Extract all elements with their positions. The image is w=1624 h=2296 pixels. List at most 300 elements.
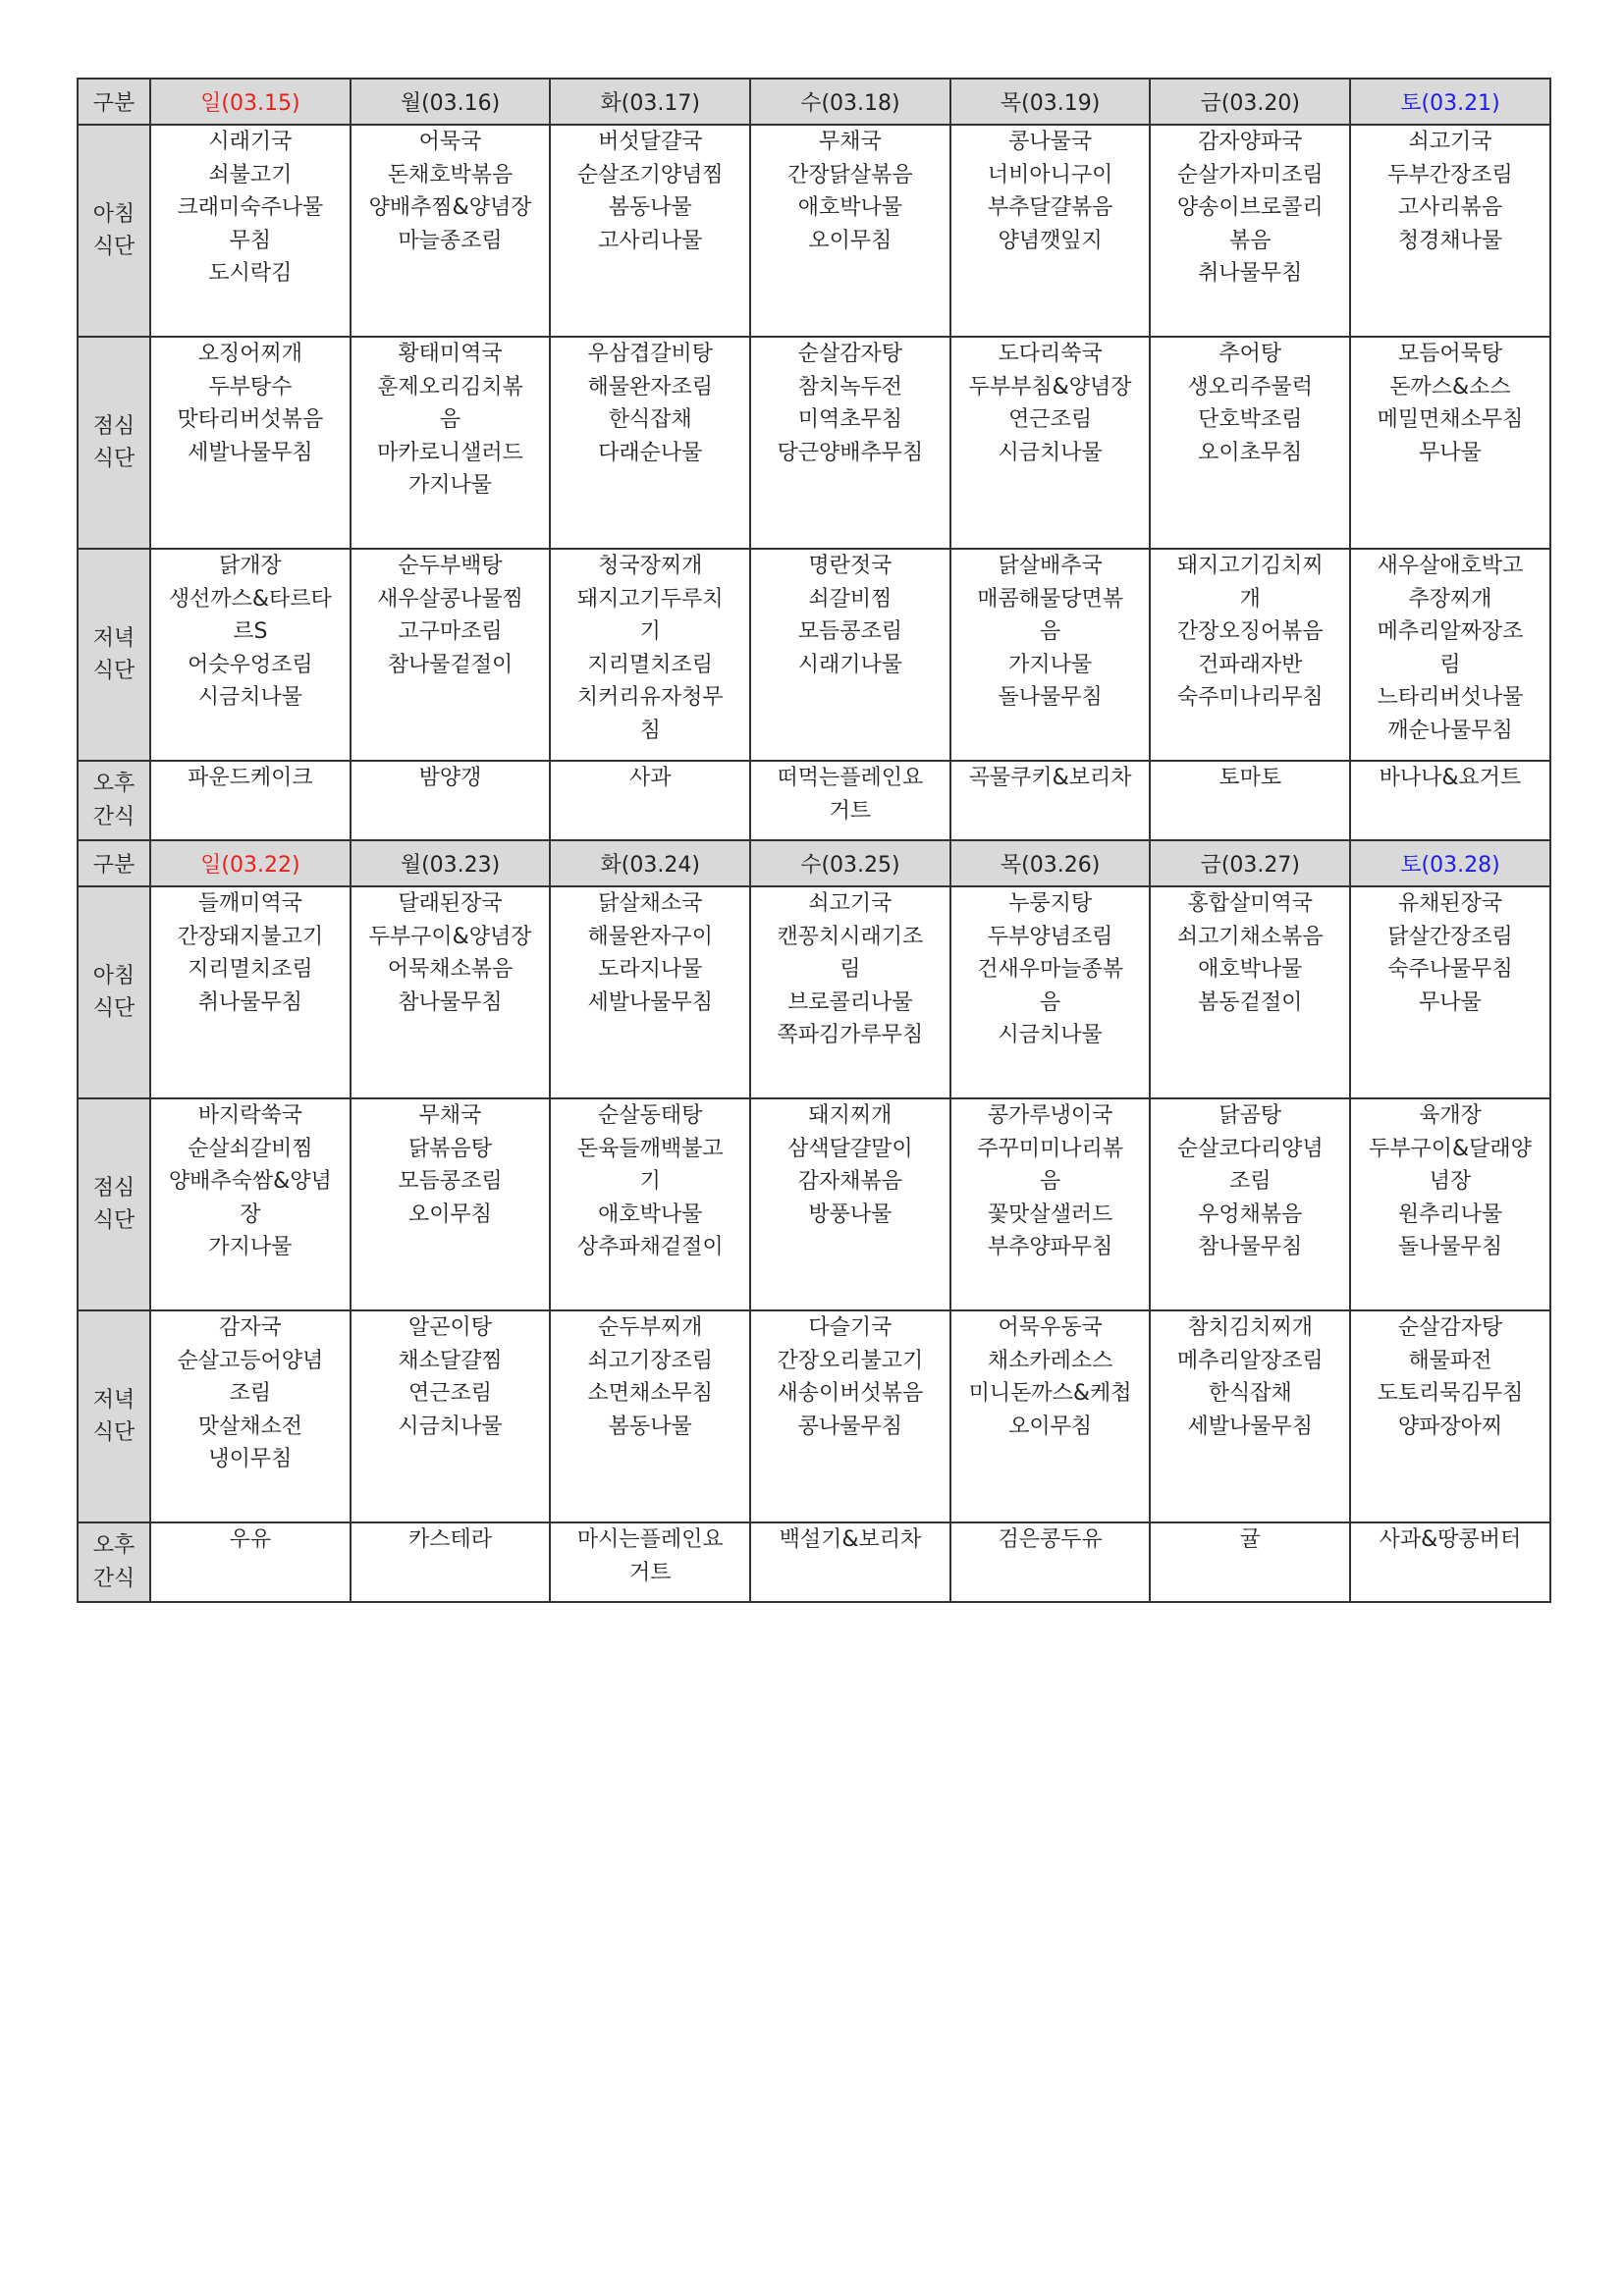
menu-item: 취나물무침 [1198, 261, 1303, 286]
menu-item: 참나물무침 [398, 989, 503, 1015]
day-header: 월(03.16) [351, 79, 551, 125]
menu-cell [950, 1098, 1151, 1310]
menu-item: 새우살애호박고 [1377, 554, 1524, 578]
meal-label [78, 549, 150, 761]
menu-item: 추어탕 [1218, 342, 1282, 366]
menu-item: 거트 [628, 1560, 672, 1585]
menu-item: 콩나물국 [1008, 130, 1093, 154]
menu-item: 림 [839, 957, 861, 982]
menu-cell [1350, 1310, 1550, 1522]
menu-item: 닭살채소국 [598, 891, 703, 916]
meal-label [78, 1098, 150, 1310]
menu-item: 쪽파김가루무침 [777, 1023, 924, 1047]
menu-cell [351, 337, 551, 549]
menu-cell [950, 549, 1151, 761]
day-header: 일(03.15) [150, 79, 351, 125]
menu-item: 양파장아찌 [1397, 1414, 1503, 1439]
menu-item: 어묵채소볶음 [387, 957, 514, 982]
day-header: 목(03.26) [950, 840, 1151, 886]
menu-item: 지리멸치조림 [188, 957, 313, 982]
menu-item: 명란젓국 [808, 554, 893, 578]
day-header: 수(03.18) [750, 79, 950, 125]
meal-label-line: 식단 [92, 659, 135, 683]
menu-item: 순살동태탕 [598, 1103, 703, 1128]
menu-cell [1350, 1098, 1550, 1310]
menu-item: 카스테라 [408, 1527, 493, 1552]
menu-cell [750, 1098, 950, 1310]
menu-item: 꽃맛살샐러드 [987, 1201, 1113, 1227]
menu-item: 가지나물 [208, 1235, 293, 1259]
menu-cell [550, 125, 750, 337]
day-header: 토(03.21) [1350, 79, 1550, 125]
menu-item: 기 [639, 1169, 661, 1194]
menu-item: 귤 [1239, 1527, 1261, 1552]
menu-item: 어묵국 [418, 130, 482, 154]
menu-item: 두부구이&달래양 [1369, 1136, 1532, 1161]
menu-cell [351, 125, 551, 337]
menu-item: 무나물 [1419, 989, 1482, 1015]
menu-item: 마카로니샐러드 [377, 440, 523, 465]
menu-cell [550, 549, 750, 761]
menu-item: 도다리쑥국 [998, 342, 1103, 366]
week-header-row [78, 79, 1550, 125]
menu-item: 메밀면채소무침 [1377, 407, 1524, 432]
menu-item: 개 [1239, 586, 1261, 612]
menu-item: 모듬어묵탕 [1397, 342, 1503, 366]
menu-item: 깨순나물무침 [1387, 718, 1513, 743]
menu-item: 청국장찌개 [598, 554, 703, 578]
menu-item: 애호박나물 [598, 1201, 703, 1227]
menu-item: 우유 [229, 1527, 272, 1552]
menu-item: 쇠고기채소볶음 [1176, 924, 1324, 949]
meal-row [78, 761, 1550, 840]
menu-item: 훈제오리김치볶 [377, 374, 523, 400]
menu-item: 돈까스&소스 [1389, 374, 1511, 400]
menu-item: 두부간장조림 [1387, 162, 1513, 187]
menu-item: 시금치나물 [398, 1414, 503, 1439]
menu-item: 어슷우엉조림 [188, 652, 313, 677]
menu-item: 쇠불고기 [208, 162, 293, 187]
menu-item: 너비아니구이 [987, 162, 1113, 187]
menu-item: 모듬콩조림 [398, 1169, 503, 1194]
menu-item: 새송이버섯볶음 [777, 1381, 924, 1406]
menu-cell [1350, 1522, 1550, 1602]
menu-item: 순살코다리양념 [1176, 1136, 1324, 1161]
menu-cell [150, 549, 351, 761]
menu-item: 음 [1039, 1169, 1061, 1194]
meal-label [78, 337, 150, 549]
menu-item: 조림 [229, 1381, 272, 1406]
menu-cell [351, 886, 551, 1098]
menu-cell [750, 886, 950, 1098]
menu-cell [550, 1522, 750, 1602]
menu-item: 버섯달걀국 [598, 130, 703, 154]
menu-item: 건파래자반 [1198, 652, 1303, 677]
menu-item: 맛살채소전 [197, 1414, 302, 1439]
menu-item: 순살조기양념찜 [576, 162, 724, 187]
menu-item: 매콤해물당면볶 [977, 586, 1123, 612]
menu-cell [1350, 337, 1550, 549]
menu-item: 가지나물 [1008, 652, 1093, 677]
menu-item: 간장돼지불고기 [177, 924, 324, 949]
menu-item: 조림 [1229, 1169, 1272, 1194]
menu-item: 떠먹는플레인요 [777, 766, 924, 790]
menu-item: 추장찌개 [1408, 586, 1492, 612]
menu-item: 참나물겉절이 [387, 652, 514, 677]
meal-row [78, 886, 1550, 1098]
menu-item: 미역초무침 [797, 407, 903, 432]
menu-item: 세발나물무침 [587, 989, 713, 1015]
menu-item: 간장오징어볶음 [1176, 619, 1324, 644]
menu-item: 삼색달걀말이 [787, 1136, 913, 1161]
menu-cell [351, 549, 551, 761]
menu-item: 느타리버섯나물 [1377, 685, 1524, 710]
menu-item: 참치녹두전 [797, 374, 903, 400]
day-header: 화(03.17) [550, 79, 750, 125]
menu-item: 시금치나물 [998, 1023, 1103, 1047]
menu-item: 도토리묵김무침 [1377, 1381, 1524, 1406]
menu-cell [550, 1098, 750, 1310]
meal-label-line: 아침 [92, 963, 135, 988]
menu-item: 닭개장 [218, 554, 282, 578]
menu-item: 알곤이탕 [408, 1315, 493, 1340]
menu-item: 돼지찌개 [808, 1103, 893, 1128]
menu-item: 해물완자구이 [587, 924, 713, 949]
menu-cell [351, 1098, 551, 1310]
menu-item: 우엉채볶음 [1198, 1201, 1303, 1227]
menu-item: 어묵우동국 [998, 1315, 1103, 1340]
menu-item: 봄동겉절이 [1198, 989, 1303, 1015]
menu-cell [950, 886, 1151, 1098]
menu-item: 도라지나물 [598, 957, 703, 982]
menu-cell [150, 1098, 351, 1310]
menu-item: 쇠고기장조림 [587, 1348, 713, 1373]
week-header-row [78, 840, 1550, 886]
menu-item: 봄동나물 [608, 1414, 692, 1439]
menu-item: 고사리나물 [598, 228, 703, 253]
meal-label-line: 저녁 [92, 1387, 135, 1413]
menu-item: 돼지고기두루치 [576, 586, 724, 612]
menu-cell [351, 1522, 551, 1602]
meal-label-line: 점심 [92, 413, 135, 439]
menu-item: 순두부백탕 [398, 554, 503, 578]
menu-item: 채소달걀찜 [398, 1348, 503, 1373]
menu-item: 참치김치찌개 [1187, 1315, 1314, 1340]
menu-item: 닭볶음탕 [408, 1136, 493, 1161]
menu-item: 순살감자탕 [1397, 1315, 1503, 1340]
menu-cell [550, 1310, 750, 1522]
menu-item: 두부부침&양념장 [968, 374, 1132, 400]
menu-item: 닭살간장조림 [1387, 924, 1513, 949]
day-header: 금(03.20) [1150, 79, 1350, 125]
menu-cell [351, 1310, 551, 1522]
menu-item: 연근조림 [408, 1381, 493, 1406]
menu-cell [550, 337, 750, 549]
menu-item: 시래기나물 [797, 652, 903, 677]
meal-label-line: 간식 [92, 1566, 135, 1591]
menu-item: 음 [1039, 989, 1061, 1015]
header-label: 구분 [78, 79, 150, 125]
menu-item: 봄동나물 [608, 195, 692, 220]
menu-item: 달래된장국 [398, 891, 503, 916]
menu-item: 바지락쑥국 [197, 1103, 302, 1128]
menu-cell [950, 761, 1151, 840]
menu-item: 감자양파국 [1198, 130, 1303, 154]
meal-label-line: 식단 [92, 235, 135, 259]
menu-item: 치커리유자청무 [576, 685, 724, 710]
menu-item: 토마토 [1218, 766, 1282, 790]
meal-label-line: 식단 [92, 996, 135, 1021]
menu-item: 닭살배추국 [998, 554, 1103, 578]
meal-label-line: 오후 [92, 772, 135, 796]
day-header: 수(03.25) [750, 840, 950, 886]
menu-cell [150, 1522, 351, 1602]
menu-item: 두부양념조림 [987, 924, 1113, 949]
menu-item: 오이무침 [1008, 1414, 1093, 1439]
menu-item: 부추달걀볶음 [987, 195, 1113, 220]
menu-item: 생선까스&타르타 [168, 586, 332, 612]
menu-item: 모듬콩조림 [797, 619, 903, 644]
menu-item: 간장닭살볶음 [787, 162, 913, 187]
menu-cell [950, 337, 1151, 549]
day-header: 화(03.24) [550, 840, 750, 886]
menu-item: 세발나물무침 [1187, 1414, 1314, 1439]
menu-item: 거트 [829, 798, 872, 824]
menu-item: 들깨미역국 [197, 891, 302, 916]
menu-item: 원추리나물 [1397, 1201, 1503, 1227]
menu-cell [1350, 761, 1550, 840]
menu-item: 가지나물 [408, 473, 493, 498]
menu-item: 유채된장국 [1397, 891, 1503, 916]
menu-cell [1350, 549, 1550, 761]
menu-item: 취나물무침 [197, 989, 302, 1015]
menu-item: 소면채소무침 [587, 1381, 713, 1406]
menu-item: 참나물무침 [1198, 1235, 1303, 1259]
menu-item: 새우살콩나물찜 [377, 586, 523, 612]
menu-cell [750, 337, 950, 549]
menu-item: 브로콜리나물 [787, 989, 913, 1015]
menu-item: 당근양배추무침 [777, 440, 924, 465]
menu-item: 숙주나물무침 [1387, 957, 1513, 982]
meal-label-line: 식단 [92, 447, 135, 471]
meal-row [78, 337, 1550, 549]
menu-item: 파운드케이크 [188, 766, 313, 790]
menu-item: 쇠고기국 [1408, 130, 1492, 154]
menu-item: 메추리알짜장조 [1377, 619, 1524, 644]
meal-label-line: 저녁 [92, 625, 135, 651]
menu-cell [1150, 549, 1350, 761]
menu-item: 밤양갱 [418, 766, 482, 790]
menu-item: 오이초무침 [1198, 440, 1303, 465]
menu-cell [150, 337, 351, 549]
menu-item: 곡물쿠키&보리차 [968, 766, 1132, 790]
menu-item: 고사리볶음 [1397, 195, 1503, 220]
menu-item: 세발나물무침 [188, 440, 313, 465]
menu-item: 마시는플레인요 [576, 1527, 724, 1552]
menu-item: 생오리주물럭 [1187, 374, 1314, 400]
day-header: 금(03.27) [1150, 840, 1350, 886]
menu-item: 볶음 [1229, 228, 1272, 253]
menu-item: 념장 [1429, 1169, 1472, 1194]
menu-item: 쇠갈비찜 [808, 586, 893, 612]
menu-item: 기 [639, 619, 661, 644]
menu-cell [1150, 1522, 1350, 1602]
menu-cell [1150, 125, 1350, 337]
meal-row [78, 1310, 1550, 1522]
menu-cell [150, 886, 351, 1098]
meal-label [78, 125, 150, 337]
menu-cell [1150, 1098, 1350, 1310]
menu-item: 음 [439, 407, 461, 432]
menu-item: 황태미역국 [398, 342, 503, 366]
menu-cell [1150, 886, 1350, 1098]
menu-item: 감자국 [218, 1315, 282, 1340]
menu-item: 방풍나물 [808, 1201, 893, 1227]
menu-item: 무채국 [418, 1103, 482, 1128]
menu-cell [1350, 886, 1550, 1098]
menu-cell [950, 125, 1151, 337]
menu-item: 콩나물무침 [797, 1414, 903, 1439]
menu-cell [351, 761, 551, 840]
menu-cell [150, 1310, 351, 1522]
menu-cell [550, 886, 750, 1098]
day-header: 일(03.22) [150, 840, 351, 886]
menu-item: 캔꽁치시래기조 [777, 924, 924, 949]
menu-item: 두부탕수 [208, 374, 293, 400]
day-header: 목(03.19) [950, 79, 1151, 125]
menu-item: 다래순나물 [598, 440, 703, 465]
menu-item: 숙주미나리무침 [1176, 685, 1324, 710]
menu-cell [1350, 125, 1550, 337]
menu-item: 검은콩두유 [998, 1527, 1103, 1552]
menu-item: 미니돈까스&케첩 [968, 1381, 1132, 1406]
meal-plan-table [77, 78, 1551, 1603]
meal-label [78, 1522, 150, 1602]
menu-item: 채소카레소스 [987, 1348, 1113, 1373]
menu-item: 양배추숙쌈&양념 [168, 1169, 332, 1194]
menu-item: 한식잡채 [1208, 1381, 1292, 1406]
menu-item: 메추리알장조림 [1176, 1348, 1324, 1373]
meal-row [78, 125, 1550, 337]
menu-item: 르S [233, 619, 268, 644]
menu-cell [550, 761, 750, 840]
menu-item: 연근조림 [1008, 407, 1093, 432]
menu-cell [750, 1522, 950, 1602]
menu-item: 순살감자탕 [797, 342, 903, 366]
menu-item: 상추파채겉절이 [576, 1235, 724, 1259]
menu-item: 콩가루냉이국 [987, 1103, 1113, 1128]
day-header: 월(03.23) [351, 840, 551, 886]
meal-label-line: 식단 [92, 1208, 135, 1233]
menu-item: 한식잡채 [608, 407, 692, 432]
menu-item: 시래기국 [208, 130, 293, 154]
menu-item: 돌나물무침 [1397, 1235, 1503, 1259]
menu-item: 두부구이&양념장 [368, 924, 532, 949]
menu-item: 건새우마늘종볶 [977, 957, 1123, 982]
menu-item: 부추양파무침 [987, 1235, 1113, 1259]
menu-item: 순살쇠갈비찜 [188, 1136, 313, 1161]
meal-label [78, 886, 150, 1098]
menu-item: 홍합살미역국 [1187, 891, 1314, 916]
menu-cell [150, 125, 351, 337]
menu-cell [950, 1310, 1151, 1522]
meal-label-line: 간식 [92, 804, 135, 829]
menu-item: 순살고등어양념 [177, 1348, 324, 1373]
menu-item: 고구마조림 [398, 619, 503, 644]
meal-row [78, 1522, 1550, 1602]
menu-cell [750, 1310, 950, 1522]
meal-row [78, 1098, 1550, 1310]
menu-item: 누룽지탕 [1008, 891, 1093, 916]
menu-item: 무채국 [819, 130, 882, 154]
menu-cell [750, 549, 950, 761]
menu-item: 애호박나물 [797, 195, 903, 220]
menu-item: 순두부찌개 [598, 1315, 703, 1340]
meal-label [78, 761, 150, 840]
menu-item: 음 [1039, 619, 1061, 644]
menu-item: 오이무침 [808, 228, 893, 253]
menu-item: 무나물 [1419, 440, 1482, 465]
menu-item: 사과&땅콩버터 [1379, 1527, 1522, 1552]
menu-item: 도시락김 [208, 261, 293, 286]
menu-cell [1150, 337, 1350, 549]
menu-item: 오이무침 [408, 1201, 493, 1227]
meal-row [78, 549, 1550, 761]
menu-item: 간장오리불고기 [777, 1348, 924, 1373]
menu-item: 청경채나물 [1397, 228, 1503, 253]
menu-item: 오징어찌개 [197, 342, 302, 366]
menu-item: 장 [240, 1201, 261, 1227]
menu-item: 냉이무침 [208, 1447, 293, 1471]
menu-item: 양송이브로콜리 [1176, 195, 1324, 220]
menu-cell [1150, 1310, 1350, 1522]
meal-label-line: 아침 [92, 201, 135, 227]
menu-cell [750, 125, 950, 337]
menu-item: 돈채호박볶음 [387, 162, 514, 187]
menu-item: 지리멸치조림 [587, 652, 713, 677]
menu-item: 닭곰탕 [1218, 1103, 1282, 1128]
menu-item: 시금치나물 [998, 440, 1103, 465]
menu-item: 바나나&요거트 [1379, 766, 1522, 790]
menu-cell [950, 1522, 1151, 1602]
menu-item: 해물파전 [1408, 1348, 1492, 1373]
menu-item: 우삼겹갈비탕 [587, 342, 713, 366]
menu-item: 쇠고기국 [808, 891, 893, 916]
day-header: 토(03.28) [1350, 840, 1550, 886]
menu-item: 양배추찜&양념장 [368, 195, 532, 220]
meal-label-line: 오후 [92, 1533, 135, 1558]
menu-item: 양념깻잎지 [998, 228, 1103, 253]
menu-item: 크래미숙주나물 [177, 195, 324, 220]
meal-label-line: 점심 [92, 1175, 135, 1201]
menu-cell [150, 761, 351, 840]
menu-item: 애호박나물 [1198, 957, 1303, 982]
meal-label-line: 식단 [92, 1420, 135, 1445]
menu-item: 감자채볶음 [797, 1169, 903, 1194]
menu-item: 해물완자조림 [587, 374, 713, 400]
menu-cell [1150, 761, 1350, 840]
menu-item: 마늘종조림 [398, 228, 503, 253]
header-label: 구분 [78, 840, 150, 886]
menu-item: 림 [1439, 652, 1461, 677]
menu-item: 맛타리버섯볶음 [177, 407, 324, 432]
menu-item: 단호박조림 [1198, 407, 1303, 432]
menu-item: 침 [639, 718, 661, 743]
menu-item: 무침 [229, 228, 272, 253]
menu-item: 돌나물무침 [998, 685, 1103, 710]
menu-item: 시금치나물 [197, 685, 302, 710]
menu-item: 사과 [628, 766, 672, 790]
